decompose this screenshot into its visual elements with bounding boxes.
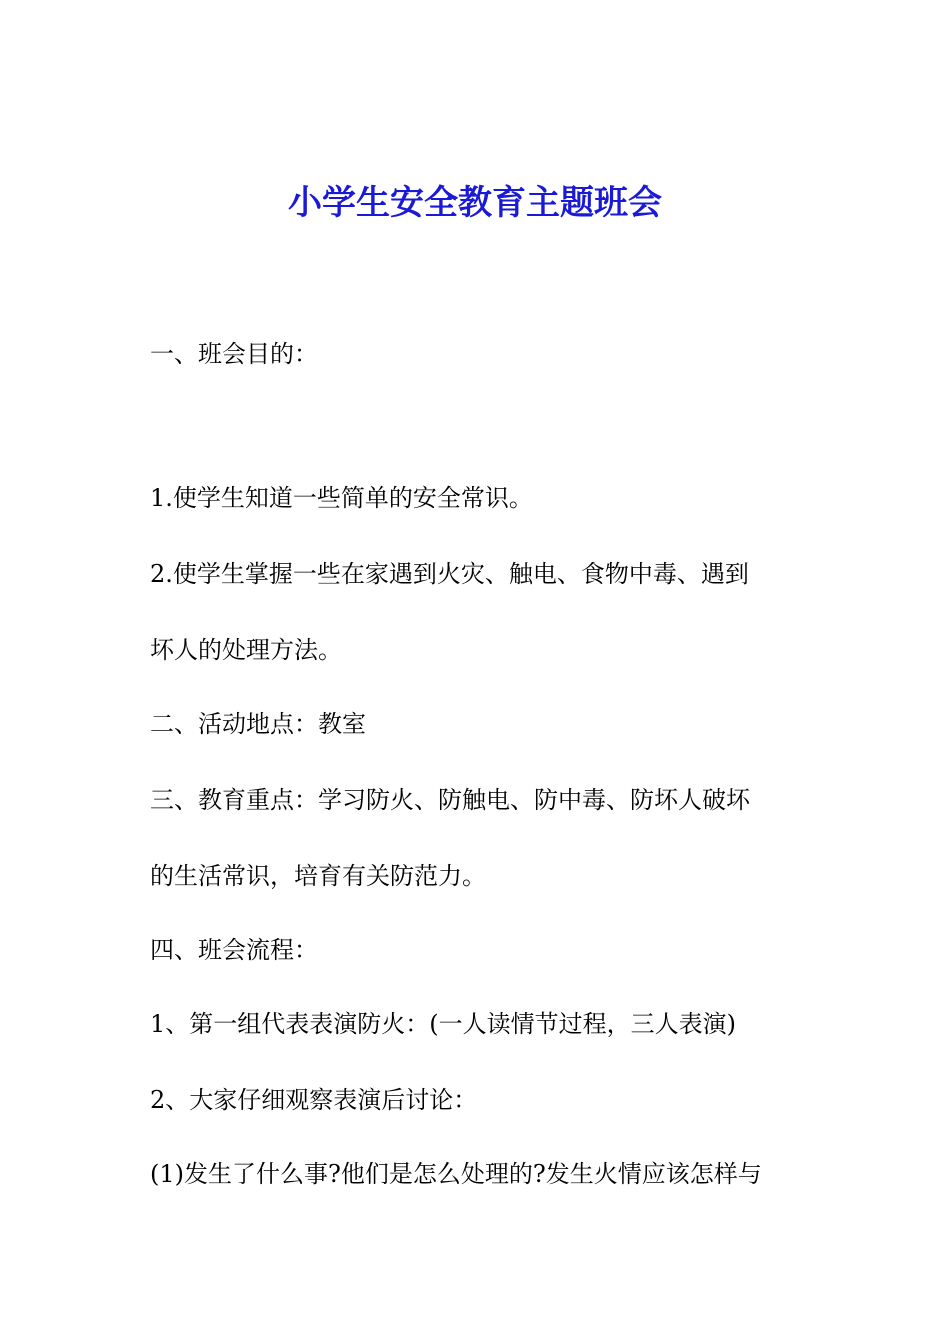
section-heading-process: 四、班会流程： [150, 936, 318, 964]
discussion-question-1: (1)发生了什么事?他们是怎么处理的?发生火情应该怎样与 [150, 1160, 762, 1188]
section-heading-location: 二、活动地点：教室 [150, 710, 366, 738]
purpose-item-1: 1.使学生知道一些简单的安全常识。 [150, 484, 533, 512]
purpose-item-2: 2.使学生掌握一些在家遇到火灾、触电、食物中毒、遇到 [150, 560, 749, 588]
section-heading-focus: 三、教育重点：学习防火、防触电、防中毒、防坏人破坏 [150, 786, 750, 814]
process-step-1: 1、第一组代表表演防火：(一人读情节过程，三人表演) [150, 1010, 736, 1038]
section-heading-purpose: 一、班会目的： [150, 340, 318, 368]
purpose-item-2-continued: 坏人的处理方法。 [150, 636, 342, 664]
focus-continued: 的生活常识，培育有关防范力。 [150, 862, 486, 890]
document-title: 小学生安全教育主题班会 [288, 183, 662, 223]
process-step-2: 2、大家仔细观察表演后讨论： [150, 1086, 478, 1114]
